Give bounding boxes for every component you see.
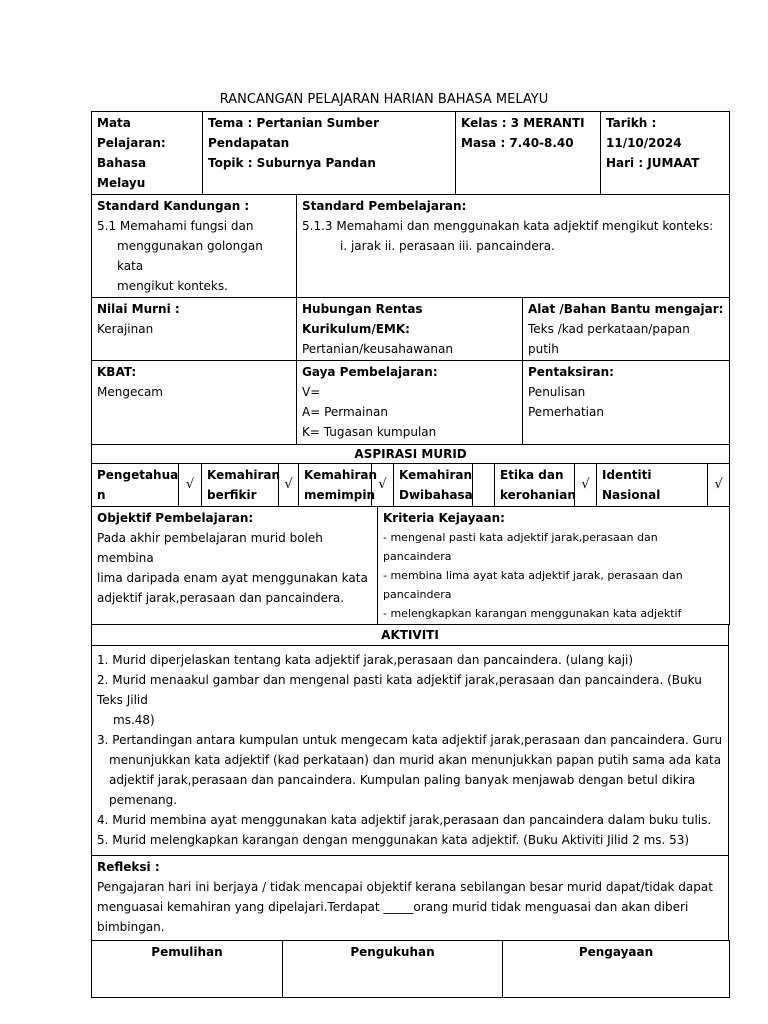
gaya-cell bbox=[297, 361, 523, 445]
alat-cell bbox=[523, 298, 730, 361]
date-cell bbox=[601, 112, 730, 195]
aspirasi-table bbox=[91, 444, 730, 507]
kriteria-item: - mengenal pasti kata adjektif jarak,perasaan dan pancaindera bbox=[383, 531, 658, 563]
check-mark-icon: √ bbox=[575, 464, 597, 507]
aspirasi-label: Pengetahua n bbox=[92, 464, 179, 507]
topic-value: Topik : Suburnya Pandan bbox=[208, 156, 376, 170]
standard-pembelajaran-cell bbox=[297, 195, 730, 298]
nilai-table bbox=[91, 297, 730, 361]
gaya-line: K= Tugasan kumpulan bbox=[302, 425, 437, 439]
aktiviti-item-continued: adjektif jarak,perasaan dan pancaindera. Kumpulan paling banyak menjawab dengan betul dikira pemenang. bbox=[109, 773, 696, 807]
hubungan-value: Pertanian/keusahawanan bbox=[302, 342, 453, 356]
refleksi-table bbox=[91, 855, 729, 941]
aspirasi-label: Kemahiran memimpin bbox=[299, 464, 372, 507]
pengayaan-cell: Pengayaan bbox=[503, 941, 730, 998]
kriteria-cell bbox=[378, 507, 730, 625]
objektif-cell bbox=[92, 507, 378, 625]
nilai-cell bbox=[92, 298, 297, 361]
kbat-table bbox=[91, 360, 730, 445]
gaya-line: A= Permainan bbox=[302, 405, 388, 419]
aktiviti-list bbox=[92, 646, 729, 856]
gaya-label: Gaya Pembelajaran: bbox=[302, 365, 438, 379]
pentaksiran-line: Pemerhatian bbox=[528, 405, 604, 419]
pentaksiran-cell bbox=[523, 361, 730, 445]
objektif-line: adjektif jarak,perasaan dan pancaindera. bbox=[97, 591, 345, 605]
check-mark-icon: √ bbox=[372, 464, 394, 507]
aspirasi-label: Kemahiran berfikir bbox=[202, 464, 279, 507]
subject-label: Mata Pelajaran: bbox=[97, 116, 166, 150]
refleksi-line: menguasai kemahiran yang dipelajari.Terdapat _____orang murid tidak menguasai dan akan diberi bimbingan. bbox=[97, 900, 689, 934]
standard-pembelajaran-line: 5.1.3 Memahami dan menggunakan kata adjektif mengikut konteks: bbox=[302, 219, 714, 233]
refleksi-cell bbox=[92, 856, 729, 941]
aspirasi-heading: ASPIRASI MURID bbox=[92, 445, 730, 464]
lesson-plan-sheet bbox=[91, 111, 729, 998]
objektif-line: lima daripada enam ayat menggunakan kata bbox=[97, 571, 368, 585]
document-title: RANCANGAN PELAJARAN HARIAN BAHASA MELAYU bbox=[219, 92, 549, 107]
pengukuhan-cell: Pengukuhan bbox=[283, 941, 503, 998]
kbat-label: KBAT: bbox=[97, 365, 137, 379]
hubungan-cell bbox=[297, 298, 523, 361]
check-mark-icon: √ bbox=[179, 464, 202, 507]
standard-kandungan-line: mengikut konteks. bbox=[117, 279, 228, 293]
subject-cell bbox=[92, 112, 203, 195]
check-mark-icon: √ bbox=[279, 464, 299, 507]
pemulihan-cell: Pemulihan bbox=[92, 941, 283, 998]
standard-kandungan-line: 5.1 Memahami fungsi dan bbox=[97, 219, 254, 233]
aktiviti-item: 5. Murid melengkapkan karangan dengan menggunakan kata adjektif. (Buku Aktiviti Jilid 2 ms. 53) bbox=[97, 833, 690, 847]
aspirasi-label: Etika dan kerohanian bbox=[495, 464, 575, 507]
pentaksiran-label: Pentaksiran: bbox=[528, 365, 614, 379]
aktiviti-item: 3. Pertandingan antara kumpulan untuk mengecam kata adjektif jarak,perasaan dan pancaindera. Guru bbox=[97, 733, 723, 747]
refleksi-label: Refleksi : bbox=[97, 860, 160, 874]
theme-cell bbox=[203, 112, 456, 195]
kbat-cell bbox=[92, 361, 297, 445]
date-value: Tarikh : 11/10/2024 bbox=[606, 116, 682, 150]
standard-pembelajaran-label: Standard Pembelajaran: bbox=[302, 199, 467, 213]
hubungan-label: Hubungan Rentas Kurikulum/EMK: bbox=[302, 302, 423, 336]
standard-kandungan-label: Standard Kandungan : bbox=[97, 199, 250, 213]
day-value: Hari : JUMAAT bbox=[606, 156, 700, 170]
standard-kandungan-cell bbox=[92, 195, 297, 298]
kriteria-item: - membina lima ayat kata adjektif jarak, perasaan dan pancaindera bbox=[383, 569, 683, 601]
standard-kandungan-line: menggunakan golongan kata bbox=[117, 239, 263, 273]
alat-label: Alat /Bahan Bantu mengajar: bbox=[528, 302, 724, 316]
header-table bbox=[91, 111, 730, 195]
time-value: Masa : 7.40-8.40 bbox=[461, 136, 574, 150]
subject-value: Bahasa Melayu bbox=[97, 156, 147, 190]
nilai-value: Kerajinan bbox=[97, 322, 154, 336]
pentaksiran-line: Penulisan bbox=[528, 385, 586, 399]
aktiviti-item-continued: ms.48) bbox=[113, 713, 155, 727]
theme-value: Tema : Pertanian Sumber Pendapatan bbox=[208, 116, 379, 150]
kriteria-item: - melengkapkan karangan menggunakan kata adjektif bbox=[383, 607, 682, 620]
check-mark-icon bbox=[473, 464, 495, 507]
nilai-label: Nilai Murni : bbox=[97, 302, 180, 316]
aspirasi-label: Kemahiran Dwibahasa bbox=[394, 464, 473, 507]
class-cell bbox=[456, 112, 601, 195]
aktiviti-table bbox=[91, 624, 729, 856]
aktiviti-heading: AKTIVITI bbox=[92, 625, 729, 646]
aktiviti-item-continued: menunjukkan kata adjektif (kad perkataan) dan murid akan menunjukkan papan putih sama ada kata bbox=[109, 753, 722, 767]
kbat-value: Mengecam bbox=[97, 385, 163, 399]
class-value: Kelas : 3 MERANTI bbox=[461, 116, 585, 130]
aktiviti-item: 2. Murid menaakul gambar dan mengenal pasti kata adjektif jarak,perasaan dan pancaindera. (Buku Teks Jilid bbox=[97, 673, 702, 707]
objektif-table bbox=[91, 506, 730, 625]
check-mark-icon: √ bbox=[708, 464, 730, 507]
standard-table bbox=[91, 194, 730, 298]
alat-value: Teks /kad perkataan/papan putih bbox=[528, 322, 690, 356]
objektif-line: Pada akhir pembelajaran murid boleh membina bbox=[97, 531, 323, 565]
aktiviti-item: 4. Murid membina ayat menggunakan kata adjektif jarak,perasaan dan pancaindera dalam buku tulis. bbox=[97, 813, 712, 827]
aspirasi-label: Identiti Nasional bbox=[597, 464, 708, 507]
aktiviti-item: 1. Murid diperjelaskan tentang kata adjektif jarak,perasaan dan pancaindera. (ulang kaji) bbox=[97, 653, 634, 667]
standard-pembelajaran-line: i. jarak ii. perasaan iii. pancaindera. bbox=[340, 239, 555, 253]
gaya-line: V= bbox=[302, 385, 321, 399]
kriteria-label: Kriteria Kejayaan: bbox=[383, 511, 505, 525]
objektif-label: Objektif Pembelajaran: bbox=[97, 511, 254, 525]
refleksi-line: Pengajaran hari ini berjaya / tidak mencapai objektif kerana sebilangan besar murid dapat/tidak dapat bbox=[97, 880, 713, 894]
followup-table bbox=[91, 940, 730, 998]
